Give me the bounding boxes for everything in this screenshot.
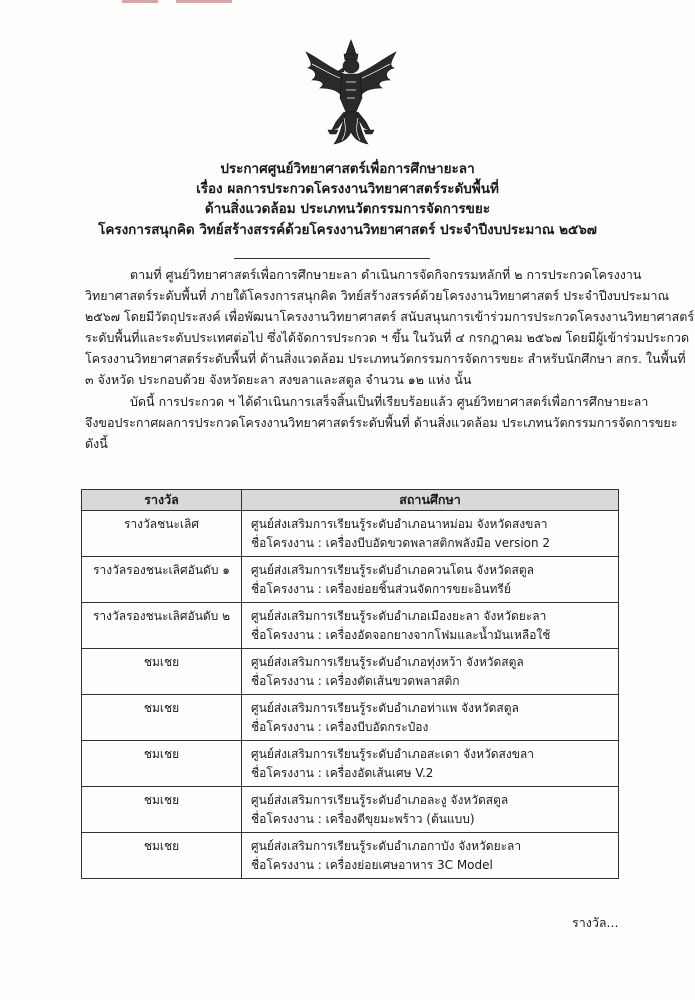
- top-edge-mark-right: [176, 0, 232, 3]
- table-row: [82, 649, 619, 695]
- award-cell: รางวัลรองชนะเลิศอันดับ ๑: [82, 557, 242, 603]
- award-cell: ชมเชย: [82, 787, 242, 833]
- school-name: ศูนย์ส่งเสริมการเรียนรู้ระดับอำเภอท่าแพ จังหวัดสตูล: [251, 700, 519, 715]
- school-cell: [242, 695, 619, 741]
- body-line: จึงขอประกาศผลการประกวดโครงงานวิทยาศาสตร์ระดับพื้นที่ ด้านสิ่งแวดล้อม ประเภทนวัตกรรมการจัดการขยะ: [85, 415, 678, 430]
- announcement-title: ประกาศศูนย์วิทยาศาสตร์เพื่อการศึกษายะลา: [220, 161, 475, 177]
- body-line: วิทยาศาสตร์ระดับพื้นที่ ภายใต้โครงการสนุกคิด วิทย์สร้างสรรค์ด้วยโครงงานวิทยาศาสตร์ ประจำปีงบประมาณ: [85, 288, 670, 303]
- school-cell: [242, 787, 619, 833]
- project-name: ชื่อโครงงาน : เครื่องตัดเส้นขวดพลาสติก: [251, 673, 460, 688]
- top-edge-mark-left: [122, 0, 158, 3]
- heading-divider: [234, 258, 430, 259]
- award-cell: ชมเชย: [82, 741, 242, 787]
- awards-table: [81, 489, 619, 879]
- award-cell: รางวัลชนะเลิศ: [82, 511, 242, 557]
- body-line: ระดับพื้นที่และระดับประเทศต่อไป ซึ่งได้จัดการประกวด ฯ ขึ้น ในวันที่ ๔ กรกฎาคม ๒๕๖๗ โดยมีผู้เข้าร่วมประกวด: [85, 330, 690, 345]
- body-line: โครงงานวิทยาศาสตร์ระดับพื้นที่ ด้านสิ่งแวดล้อม ประเภทนวัตกรรมการจัดการขยะ สำหรับนักศึกษา สกร. ในพื้นที่: [85, 351, 686, 366]
- header-school: สถานศึกษา: [242, 490, 619, 511]
- project-name: ชื่อโครงงาน : เครื่องตีขุยมะพร้าว (ต้นแบบ): [251, 811, 475, 826]
- school-name: ศูนย์ส่งเสริมการเรียนรู้ระดับอำเภอเมืองยะลา จังหวัดยะลา: [251, 608, 547, 623]
- continuation-text: รางวัล...: [572, 915, 619, 930]
- school-name: ศูนย์ส่งเสริมการเรียนรู้ระดับอำเภอควนโดน จังหวัดสตูล: [251, 562, 534, 577]
- header-award: รางวัล: [82, 490, 242, 511]
- table-row: [82, 557, 619, 603]
- school-cell: [242, 511, 619, 557]
- school-cell: [242, 741, 619, 787]
- school-name: ศูนย์ส่งเสริมการเรียนรู้ระดับอำเภอทุ่งหว้า จังหวัดสตูล: [251, 654, 524, 669]
- table-row: [82, 511, 619, 557]
- table-row: [82, 741, 619, 787]
- table-header-row: [82, 490, 619, 511]
- school-cell: [242, 833, 619, 879]
- project-name: ชื่อโครงงาน : เครื่องบีบอัดกระป๋อง: [251, 719, 429, 734]
- award-cell: รางวัลรองชนะเลิศอันดับ ๒: [82, 603, 242, 649]
- announcement-subject: เรื่อง ผลการประกวดโครงงานวิทยาศาสตร์ระดับพื้นที่: [196, 181, 499, 197]
- school-name: ศูนย์ส่งเสริมการเรียนรู้ระดับอำเภอกาบัง จังหวัดยะลา: [251, 838, 522, 853]
- project-name: ชื่อโครงงาน : เครื่องบีบอัดขวดพลาสติกพลังมือ version 2: [251, 535, 551, 550]
- school-cell: [242, 649, 619, 695]
- table-row: [82, 833, 619, 879]
- table-row: [82, 787, 619, 833]
- body-line: บัดนี้ การประกวด ฯ ได้ดำเนินการเสร็จสิ้นเป็นที่เรียบร้อยแล้ว ศูนย์วิทยาศาสตร์เพื่อการศึกษายะลา: [130, 394, 649, 409]
- announcement-category: ด้านสิ่งแวดล้อม ประเภทนวัตกรรมการจัดการขยะ: [204, 201, 491, 217]
- garuda-emblem-icon: [300, 38, 402, 150]
- award-cell: ชมเชย: [82, 695, 242, 741]
- school-name: ศูนย์ส่งเสริมการเรียนรู้ระดับอำเภอละงู จังหวัดสตูล: [251, 792, 509, 807]
- table-row: [82, 603, 619, 649]
- school-cell: [242, 557, 619, 603]
- body-line: ๒๕๖๗ โดยมีวัตถุประสงค์ เพื่อพัฒนาโครงงานวิทยาศาสตร์ สนับสนุนการเข้าร่วมการประกวดโครงงานวิทยาศาสตร์: [85, 309, 695, 324]
- project-name: ชื่อโครงงาน : เครื่องอัดเส้นเศษ V.2: [251, 765, 434, 780]
- body-line: ดังนี้: [85, 436, 108, 451]
- body-line: ตามที่ ศูนย์วิทยาศาสตร์เพื่อการศึกษายะลา ดำเนินการจัดกิจกรรมหลักที่ ๒ การประกวดโครงงาน: [130, 267, 642, 282]
- award-cell: ชมเชย: [82, 649, 242, 695]
- school-name: ศูนย์ส่งเสริมการเรียนรู้ระดับอำเภอนาหม่อม จังหวัดสงขลา: [251, 516, 548, 531]
- school-name: ศูนย์ส่งเสริมการเรียนรู้ระดับอำเภอสะเดา จังหวัดสงขลา: [251, 746, 534, 761]
- award-cell: ชมเชย: [82, 833, 242, 879]
- body-line: ๓ จังหวัด ประกอบด้วย จังหวัดยะลา สงขลาและสตูล จำนวน ๑๒ แห่ง นั้น: [85, 372, 472, 387]
- project-name: ชื่อโครงงาน : เครื่องย่อยชิ้นส่วนจัดการขยะอินทรีย์: [251, 581, 511, 596]
- table-row: [82, 695, 619, 741]
- project-name: ชื่อโครงงาน : เครื่องย่อยเศษอาหาร 3C Model: [251, 857, 493, 872]
- announcement-project: โครงการสนุกคิด วิทย์สร้างสรรค์ด้วยโครงงานวิทยาศาสตร์ ประจำปีงบประมาณ ๒๕๖๗: [98, 222, 597, 238]
- project-name: ชื่อโครงงาน : เครื่องอัดจอกยางจากโฟมและน้ำมันเหลือใช้: [251, 627, 551, 642]
- school-cell: [242, 603, 619, 649]
